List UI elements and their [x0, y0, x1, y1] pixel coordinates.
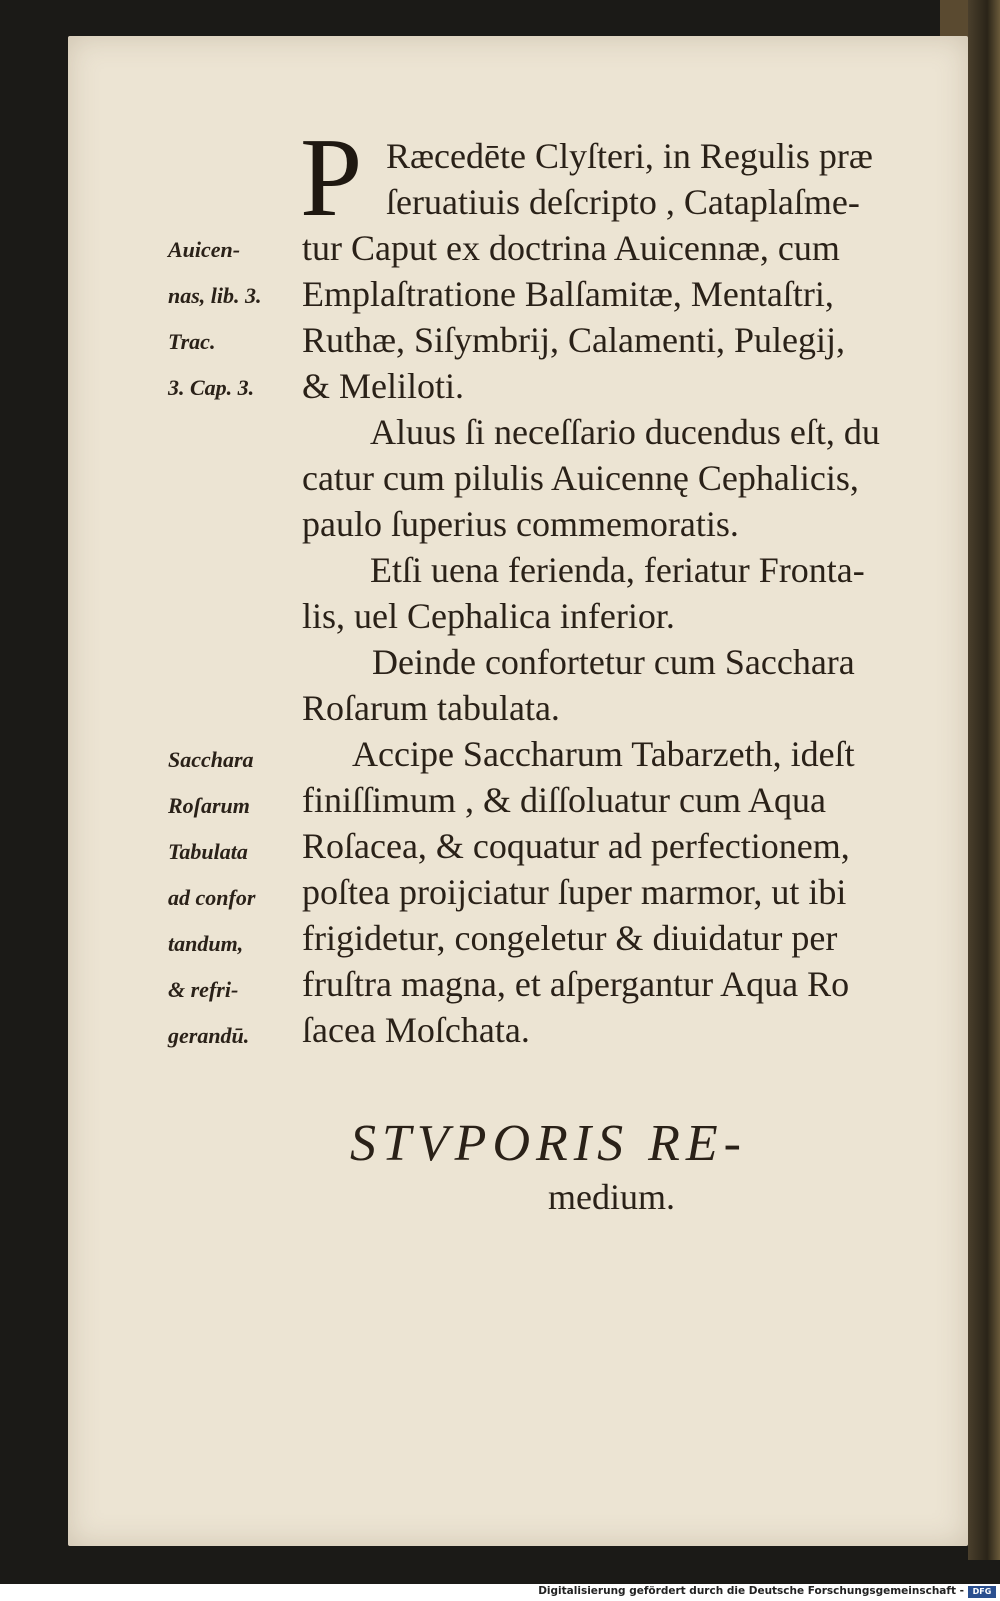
- text-line: Accipe Saccharum Tabarzeth, ideſt: [352, 734, 855, 774]
- margin-note-line: & refri-: [168, 977, 239, 1002]
- text-line: Aluus ſi neceſſario ducendus eſt, du: [370, 412, 880, 452]
- section-subheading: medium.: [548, 1177, 675, 1217]
- text-line: ſeruatiuis deſcripto , Cataplaſme-: [386, 182, 860, 222]
- book-edge: [968, 0, 1000, 1560]
- text-line: tur Caput ex doctrina Auicennæ, cum: [302, 228, 840, 268]
- text-line: poſtea proijciatur ſuper marmor, ut ibi: [302, 872, 847, 912]
- text-line: Etſi uena ferienda, feriatur Fronta-: [370, 550, 865, 590]
- text-line: ſacea Moſchata.: [302, 1010, 530, 1050]
- drop-cap: P: [300, 116, 363, 240]
- margin-note-line: 3. Cap. 3.: [168, 375, 255, 400]
- margin-note-line: Auicen-: [168, 237, 241, 262]
- margin-note-line: tandum,: [168, 931, 244, 956]
- dfg-logo: DFG: [968, 1586, 996, 1598]
- text-line: Ruthæ, Siſymbrij, Calamenti, Pulegij,: [302, 320, 846, 360]
- text-line: frigidetur, congeletur & diuidatur per: [302, 918, 838, 958]
- text-line: fruſtra magna, et aſpergantur Aqua Ro: [302, 964, 850, 1004]
- text-line: Deinde confortetur cum Sacchara: [372, 642, 855, 682]
- margin-note-line: Trac.: [168, 329, 216, 354]
- margin-note-line: Sacchara: [168, 747, 254, 772]
- text-line: catur cum pilulis Auicennę Cephalicis,: [302, 458, 859, 498]
- margin-note-line: Tabulata: [168, 839, 248, 864]
- footer-credit: Digitalisierung gefördert durch die Deutsche Forschungsgemeinschaft -: [538, 1585, 964, 1597]
- text-line: lis, uel Cephalica inferior.: [302, 596, 675, 636]
- text-line: Roſacea, & coquatur ad perfectionem,: [302, 826, 850, 866]
- section-heading: STVPORIS RE-: [350, 1115, 747, 1172]
- text-line: Roſarum tabulata.: [302, 688, 560, 728]
- text-line: paulo ſuperius commemoratis.: [302, 504, 739, 544]
- margin-note-line: gerandū.: [168, 1023, 250, 1048]
- text-line: Ræcedēte Clyſteri, in Regulis præ: [386, 136, 873, 176]
- margin-note-line: ad confor: [168, 885, 256, 910]
- margin-note-line: Roſarum: [168, 793, 250, 818]
- margin-note-line: nas, lib. 3.: [168, 283, 262, 308]
- text-line: Emplaſtratione Balſamitæ, Mentaſtri,: [302, 274, 834, 314]
- text-line: & Meliloti.: [302, 366, 464, 406]
- text-line: finiſſimum , & diſſoluatur cum Aqua: [302, 780, 826, 820]
